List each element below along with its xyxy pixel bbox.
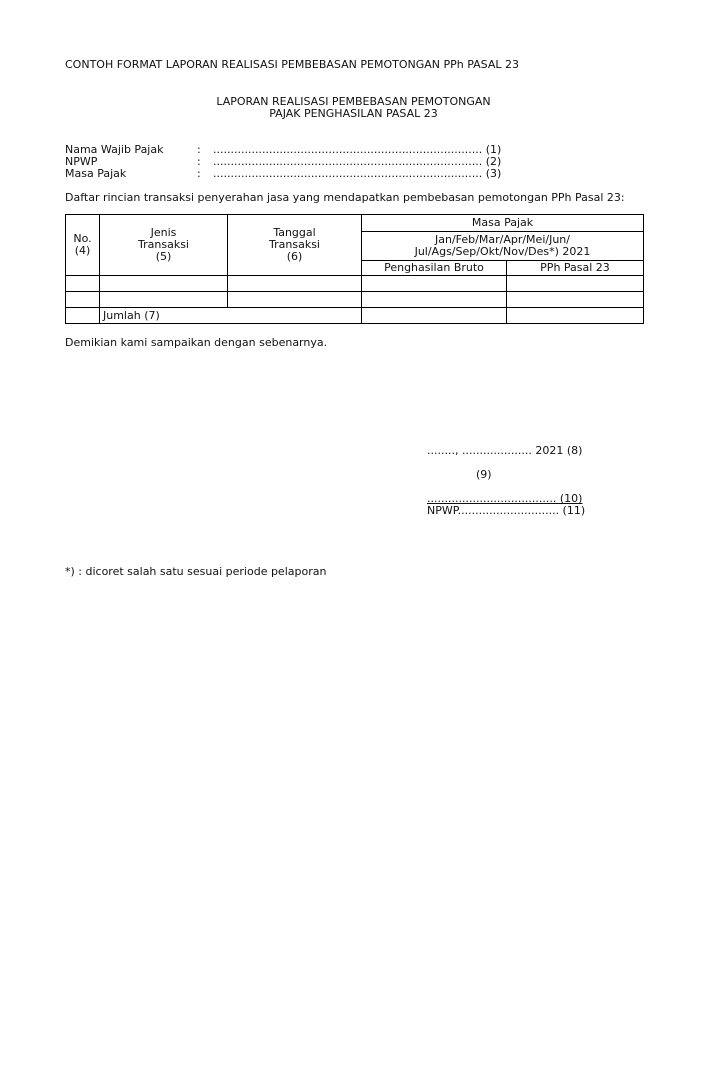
table-cell	[507, 292, 644, 308]
report-title-line-2: PAJAK PENGHASILAN PASAL 23	[269, 107, 438, 120]
table-row	[66, 292, 644, 308]
field-label-masa-pajak: Masa Pajak	[65, 167, 127, 180]
table-row-jumlah	[66, 308, 644, 324]
transaction-table	[65, 214, 644, 324]
report-title-line-1: LAPORAN REALISASI PEMBEBASAN PEMOTONGAN	[216, 95, 491, 108]
col-header-tanggal-line-2: Transaksi	[269, 238, 320, 251]
field-value-masa-pajak: ............................................................................. (3)	[213, 167, 502, 180]
table-cell	[100, 276, 228, 292]
table-cell	[228, 292, 362, 308]
table-cell	[100, 292, 228, 308]
signature-place-date: ........, .................... 2021 (8)	[427, 444, 583, 457]
col-header-jenis-transaksi	[100, 215, 228, 276]
col-header-no-number: (4)	[74, 244, 91, 257]
table-cell	[66, 292, 100, 308]
field-label-npwp: NPWP	[65, 155, 98, 168]
col-header-no-label: No.	[73, 232, 92, 245]
jumlah-pph-cell	[507, 308, 644, 324]
col-header-tanggal-number: (6)	[286, 250, 303, 263]
jumlah-label: Jumlah (7)	[100, 308, 362, 324]
field-label-nama: Nama Wajib Pajak	[65, 143, 164, 156]
field-colon-nama: :	[197, 143, 201, 156]
col-header-periode-line-1: Jan/Feb/Mar/Apr/Mei/Jun/	[435, 233, 570, 246]
col-header-no	[66, 215, 100, 276]
col-header-periode-line-2: Jul/Ags/Sep/Okt/Nov/Des*) 2021	[414, 245, 591, 258]
table-cell	[362, 292, 507, 308]
col-header-jenis-line-1: Jenis	[150, 226, 177, 239]
col-header-penghasilan-bruto: Penghasilan Bruto	[362, 261, 507, 276]
table-cell	[66, 308, 100, 324]
signature-npwp: NPWP............................. (11)	[427, 504, 586, 517]
col-header-periode	[362, 232, 644, 261]
field-value-nama: ............................................................................. (1)	[213, 143, 502, 156]
col-header-tanggal-transaksi	[228, 215, 362, 276]
footnote: *) : dicoret salah satu sesuai periode pelaporan	[65, 565, 327, 578]
col-header-tanggal-line-1: Tanggal	[273, 226, 316, 239]
table-cell	[66, 276, 100, 292]
table-row	[66, 276, 644, 292]
field-colon-masa-pajak: :	[197, 167, 201, 180]
col-header-masa-pajak: Masa Pajak	[362, 215, 644, 232]
signature-name: ..................................... (10)	[427, 492, 583, 505]
table-cell	[228, 276, 362, 292]
closing-statement: Demikian kami sampaikan dengan sebenarnya.	[65, 336, 328, 349]
col-header-pph-pasal-23: PPh Pasal 23	[507, 261, 644, 276]
document-heading: CONTOH FORMAT LAPORAN REALISASI PEMBEBASAN PEMOTONGAN PPh PASAL 23	[65, 58, 520, 71]
table-intro: Daftar rincian transaksi penyerahan jasa yang mendapatkan pembebasan pemotongan PPh Pasal 23:	[65, 191, 625, 204]
table-cell	[507, 276, 644, 292]
table-cell	[362, 276, 507, 292]
field-value-npwp: ............................................................................. (2)	[213, 155, 502, 168]
col-header-jenis-number: (5)	[155, 250, 172, 263]
signature-mark: (9)	[476, 468, 492, 481]
field-colon-npwp: :	[197, 155, 201, 168]
jumlah-bruto-cell	[362, 308, 507, 324]
col-header-jenis-line-2: Transaksi	[138, 238, 189, 251]
